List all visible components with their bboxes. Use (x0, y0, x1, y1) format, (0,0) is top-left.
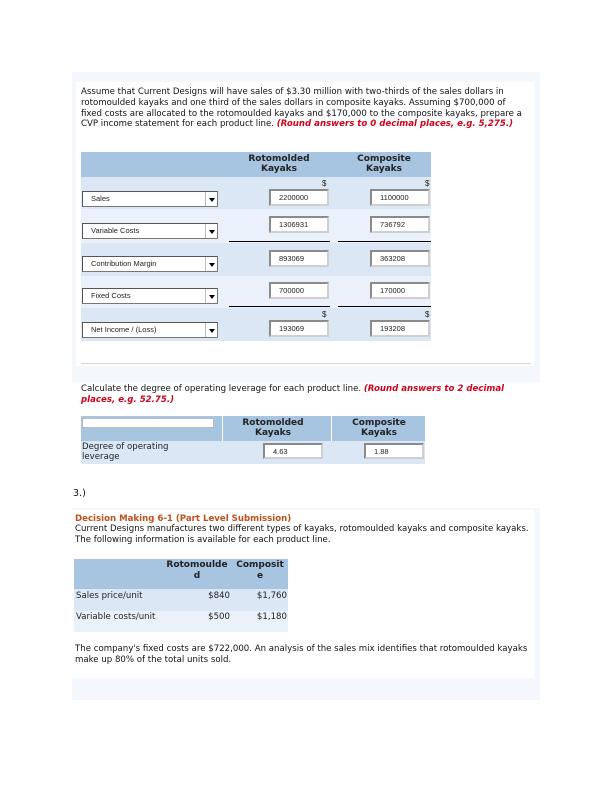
dol-rotomolded-input[interactable]: 4.63 (263, 443, 323, 459)
decision-making-text: Current Designs manufactures two different types of kayaks, rotomoulded kayaks and composite kayaks. The following information is available for each product line. (75, 524, 529, 545)
dol-composite-input[interactable]: 1.88 (364, 443, 424, 459)
fixed-costs-note: The company's fixed costs are $722,000. An analysis of the sales mix identifies that rotomoulded kayaks make up 80% of the total units sold. (75, 644, 528, 665)
chevron-down-icon[interactable] (205, 224, 217, 238)
variable-cost-label: Variable costs/unit (76, 612, 156, 622)
decision-making-title: Decision Making 6-1 (Part Level Submission) (75, 514, 292, 524)
select-value: Net Income / (Loss) (91, 325, 157, 334)
dol-col-rotomolded-header: Rotomolded Kayaks (242, 418, 304, 438)
intro-text: Assume that Current Designs will have sales of $3.30 million with two-thirds of the sales dollars in rotomoulded kayaks and one third of the sales dollars in composite kayaks. Assuming $700,000 of fixed costs are allocated to the rotomoulded kayaks and $170,000 to the composite kayaks, prepare a CVP income statement for each product line. (81, 87, 522, 130)
currency-symbol: $ (322, 179, 327, 188)
total-line (229, 306, 330, 307)
chevron-down-icon[interactable] (205, 192, 217, 206)
dol-rounding-instruction: (Round answers to 2 decimal places, e.g. 52.75.) (81, 384, 505, 405)
sales-price-composite: $1,760 (256, 591, 287, 601)
variable-costs-rotomolded-input[interactable]: 1306931 (269, 216, 329, 233)
cvp-col-composite-header: Composite Kayaks (357, 154, 411, 174)
chevron-down-icon[interactable] (205, 289, 217, 303)
sales-price-rotomoulded: $840 (208, 591, 230, 601)
row-label-select-contribution-margin[interactable] (82, 256, 218, 272)
select-value: Variable Costs (91, 226, 140, 235)
contribution-margin-composite-input[interactable]: 363208 (370, 250, 430, 267)
dol-text: Calculate the degree of operating leverage for each product line. (81, 384, 362, 394)
price-col-composite-header: Composite (236, 560, 284, 581)
subtotal-line (229, 241, 330, 242)
sales-rotomolded-input[interactable]: 2200000 (269, 189, 329, 206)
row-label-select-net-income[interactable] (82, 322, 218, 338)
net-income-rotomolded-input[interactable]: 193069 (269, 320, 329, 337)
currency-symbol: $ (322, 310, 327, 319)
dol-paragraph (81, 384, 531, 406)
section-divider (81, 363, 531, 364)
fixed-costs-composite-input[interactable]: 170000 (370, 282, 430, 299)
question-number: 3.) (73, 488, 86, 499)
fixed-costs-rotomolded-input[interactable]: 700000 (269, 282, 329, 299)
select-value: Sales (91, 194, 110, 203)
variable-costs-composite-input[interactable]: 736792 (370, 216, 430, 233)
dol-col-composite-header: Composite Kayaks (352, 418, 406, 438)
sales-price-label: Sales price/unit (76, 591, 143, 601)
net-income-composite-input[interactable]: 193208 (370, 320, 430, 337)
currency-symbol: $ (425, 179, 430, 188)
chevron-down-icon[interactable] (205, 257, 217, 271)
price-col-rotomoulded-header: Rotomoulded (166, 560, 228, 581)
dol-header-blank-input (82, 418, 214, 428)
select-value: Fixed Costs (91, 291, 131, 300)
intro-rounding-instruction: (Round answers to 0 decimal places, e.g. 5,275.) (276, 119, 514, 130)
intro-paragraph (81, 87, 529, 130)
contribution-margin-rotomolded-input[interactable]: 893069 (269, 250, 329, 267)
row-label-select-variable-costs[interactable] (82, 223, 218, 239)
row-label-select-sales[interactable] (82, 191, 218, 207)
subtotal-line (338, 241, 431, 242)
currency-symbol: $ (425, 310, 430, 319)
variable-cost-composite: $1,180 (256, 612, 287, 622)
cvp-col-rotomolded-header: Rotomolded Kayaks (248, 154, 310, 174)
row-label-select-fixed-costs[interactable] (82, 288, 218, 304)
sales-composite-input[interactable]: 1100000 (370, 189, 430, 206)
chevron-down-icon[interactable] (205, 323, 217, 337)
select-value: Contribution Margin (91, 259, 157, 268)
variable-cost-rotomoulded: $500 (208, 612, 230, 622)
dol-row-label: Degree of operating leverage (82, 442, 169, 462)
total-line (338, 306, 431, 307)
